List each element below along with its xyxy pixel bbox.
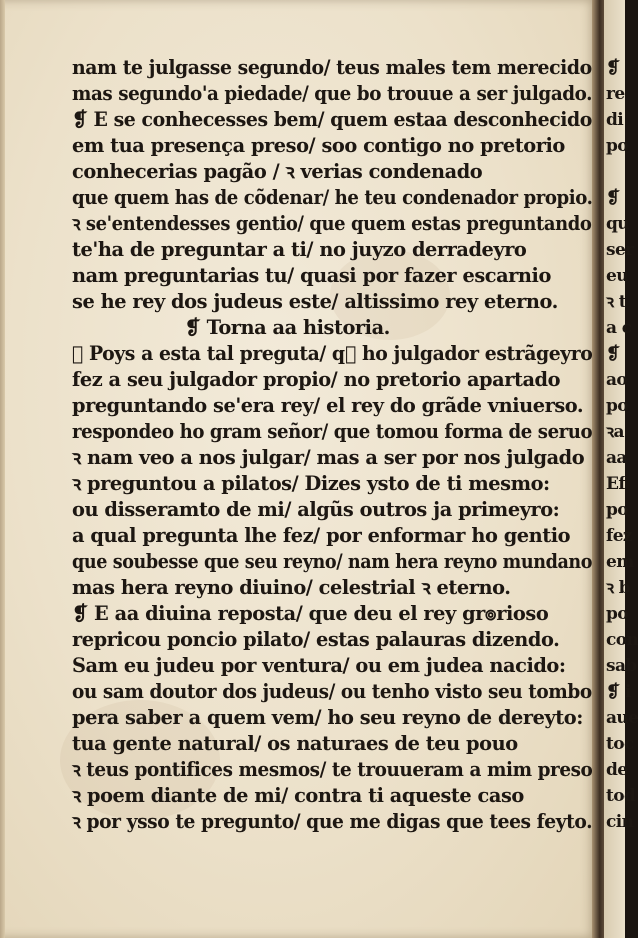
facing-fragment	[606, 159, 638, 185]
facing-fragment: po	[606, 396, 629, 416]
text-line: que soubesse que seu reyno/ nam hera reyno mundano	[72, 550, 593, 573]
text-line: ꝛ nam veo a nos julgar/ mas a ser por nos julgado	[72, 446, 585, 469]
facing-fragment: Ef	[606, 474, 626, 494]
text-line: Sam eu judeu por ventura/ ou em judea nacido:	[72, 654, 566, 677]
facing-fragment: ❡	[606, 188, 620, 208]
facing-fragment: aa	[606, 448, 627, 468]
facing-fragment: qu	[606, 214, 630, 234]
text-line: ❡ E se conhecesses bem/ quem estaa desconhecido	[72, 108, 592, 131]
text-line: ꝛ por ysso te pregunto/ que me digas que tees feyto.	[72, 810, 593, 833]
facing-fragment: de	[606, 760, 628, 780]
facing-fragment: a c	[606, 318, 632, 338]
facing-fragment: ꝛa	[606, 422, 624, 442]
text-block	[72, 55, 596, 835]
text-line: ou disseramto de mi/ algũs outros ja primeyro:	[72, 498, 560, 521]
facing-fragment: po	[606, 604, 629, 624]
facing-fragment: ser	[606, 240, 634, 260]
facing-fragment: ❡	[606, 58, 620, 78]
page-edge	[0, 0, 5, 938]
text-line: mas hera reyno diuino/ celestrial ꝛ eterno.	[72, 576, 511, 599]
facing-fragment: fez	[606, 526, 632, 546]
text-line: preguntando se'era rey/ el rey do grãde vniuerso.	[72, 394, 584, 417]
facing-fragment: toc	[606, 734, 634, 754]
text-line: ꝛ poem diante de mi/ contra ti aqueste caso	[72, 784, 524, 807]
section-heading: ❡ Torna aa historia.	[184, 316, 390, 339]
facing-fragment: em	[606, 552, 634, 572]
text-line: a qual pregunta lhe fez/ por enformar ho gentio	[72, 524, 571, 547]
facing-fragment: sab	[606, 656, 637, 676]
text-line: ❡ Poys a esta tal preguta/ qᷓ ho julgador estrãgeyro	[72, 342, 593, 365]
text-line: que quem has de cõdenar/ he teu condenador propio.	[72, 186, 593, 209]
facing-fragment: ꝛ b	[606, 578, 631, 598]
text-line: fez a seu julgador propio/ no pretorio apartado	[72, 368, 561, 391]
facing-fragment: ao	[606, 370, 628, 390]
text-line: repricou poncio pilato/ estas palauras dizendo.	[72, 628, 560, 651]
facing-fragment: ꝛ t	[606, 292, 627, 312]
facing-fragment: aue	[606, 708, 638, 728]
facing-fragment: di	[606, 110, 624, 130]
facing-fragment: po	[606, 136, 629, 156]
facing-fragment: eu	[606, 266, 628, 286]
facing-fragment: con	[606, 630, 638, 650]
text-line: te'ha de preguntar a ti/ no juyzo derradeyro	[72, 238, 527, 261]
text-line: em tua presença preso/ soo contigo no pretorio	[72, 134, 565, 157]
text-line: conhecerias pagão / ꝛ verias condenado	[72, 160, 483, 183]
facing-page	[604, 0, 638, 938]
text-line: ꝛ teus pontifices mesmos/ te trouueram a mim preso	[72, 758, 593, 781]
text-line: se he rey dos judeus este/ altissimo rey eterno.	[72, 290, 558, 313]
text-line: nam te julgasse segundo/ teus males tem merecido	[72, 56, 592, 79]
facing-text-block	[606, 55, 638, 835]
text-line: pera saber a quem vem/ ho seu reyno de dereyto:	[72, 706, 583, 729]
facing-fragment: tod	[606, 786, 636, 806]
text-line: ꝛ preguntou a pilatos/ Dizes ysto de ti mesmo:	[72, 472, 550, 495]
text-line: nam preguntarias tu/ quasi por fazer escarnio	[72, 264, 551, 287]
facing-fragment: ❡ i	[606, 682, 631, 702]
facing-fragment: re	[606, 84, 625, 104]
facing-fragment: po	[606, 500, 629, 520]
text-line: ou sam doutor dos judeus/ ou tenho visto seu tombo	[72, 680, 592, 703]
text-line: ❡ E aa diuina reposta/ que deu el rey gr๏rioso	[72, 602, 549, 625]
text-line: respondeo ho gram señor/ que tomou forma de seruo	[72, 420, 593, 443]
facing-fragment: cin	[606, 812, 634, 832]
facing-fragment: ❡	[606, 344, 620, 364]
text-line: ꝛ se'entendesses gentio/ que quem estas preguntando	[72, 212, 592, 235]
text-line: mas segundo'a piedade/ que bo trouue a ser julgado.	[72, 82, 593, 105]
text-line: tua gente natural/ os naturaes de teu pouo	[72, 732, 518, 755]
